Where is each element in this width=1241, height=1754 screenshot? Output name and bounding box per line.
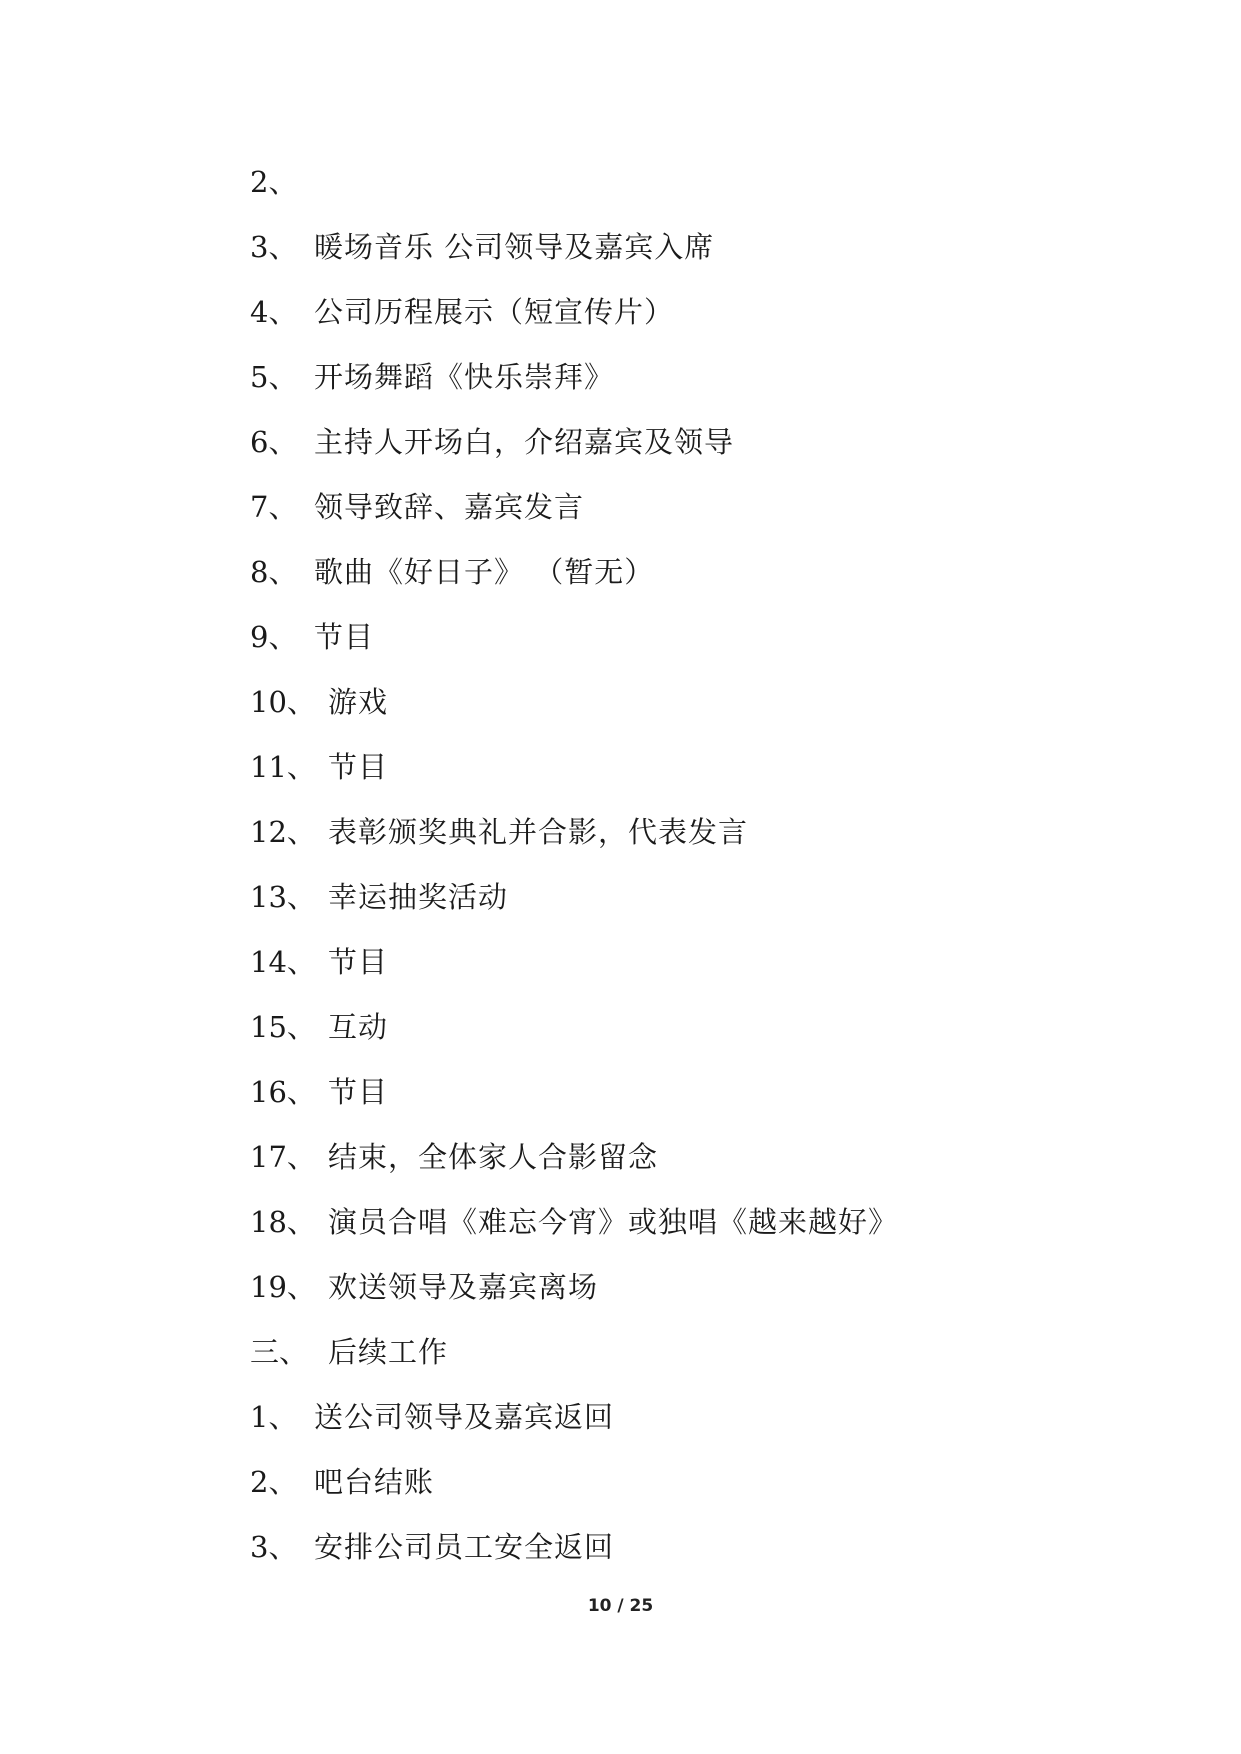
list-item <box>250 942 898 1007</box>
item-text: 节目 <box>328 750 389 784</box>
item-text: 主持人开场白，介绍嘉宾及领导 <box>314 425 735 459</box>
item-number: 13、 <box>250 880 316 914</box>
list-item <box>250 1397 898 1462</box>
item-number: 12、 <box>250 815 316 849</box>
list-item <box>250 227 898 292</box>
item-text: 表彰颁奖典礼并合影，代表发言 <box>328 815 749 849</box>
item-text: 吧台结账 <box>314 1465 435 1499</box>
item-number: 17、 <box>250 1140 316 1174</box>
item-text: 节目 <box>314 620 375 654</box>
list-item <box>250 1072 898 1137</box>
item-number: 19、 <box>250 1270 316 1304</box>
program-list <box>250 162 898 1592</box>
list-item <box>250 877 898 942</box>
item-text: 游戏 <box>328 685 389 719</box>
list-item <box>250 682 898 747</box>
item-number: 2、 <box>250 165 298 199</box>
list-item <box>250 357 898 422</box>
item-number: 18、 <box>250 1205 316 1239</box>
item-number: 4、 <box>250 295 298 329</box>
item-number: 9、 <box>250 620 298 654</box>
item-text: 送公司领导及嘉宾返回 <box>314 1400 615 1434</box>
list-item <box>250 1527 898 1592</box>
list-item <box>250 617 898 682</box>
section-number: 三、 <box>250 1335 309 1369</box>
item-text: 节目 <box>328 1075 389 1109</box>
item-text: 幸运抽奖活动 <box>328 880 509 914</box>
list-item <box>250 487 898 552</box>
item-number: 8、 <box>250 555 298 589</box>
section-heading <box>250 1332 898 1397</box>
item-text: 节目 <box>328 945 389 979</box>
item-text: 安排公司员工安全返回 <box>314 1530 615 1564</box>
item-number: 14、 <box>250 945 316 979</box>
list-item <box>250 552 898 617</box>
page-number: 10 / 25 <box>587 1596 654 1616</box>
item-text: 演员合唱《难忘今宵》或独唱《越来越好》 <box>328 1205 899 1239</box>
list-item <box>250 1202 898 1267</box>
item-text: 公司历程展示（短宣传片） <box>314 295 675 329</box>
list-item <box>250 812 898 877</box>
list-item <box>250 162 898 227</box>
item-text: 欢送领导及嘉宾离场 <box>328 1270 599 1304</box>
item-number: 1、 <box>250 1400 298 1434</box>
item-number: 2、 <box>250 1465 298 1499</box>
item-number: 11、 <box>250 750 316 784</box>
item-number: 16、 <box>250 1075 316 1109</box>
item-text: 领导致辞、嘉宾发言 <box>314 490 585 524</box>
item-number: 5、 <box>250 360 298 394</box>
list-item <box>250 747 898 812</box>
list-item <box>250 422 898 487</box>
list-item <box>250 1267 898 1332</box>
item-text: 暖场音乐 公司领导及嘉宾入席 <box>314 230 715 264</box>
item-number: 7、 <box>250 490 298 524</box>
item-text: 开场舞蹈《快乐崇拜》 <box>314 360 615 394</box>
item-number: 15、 <box>250 1010 316 1044</box>
section-title: 后续工作 <box>328 1335 449 1369</box>
item-number: 3、 <box>250 230 298 264</box>
list-item <box>250 292 898 357</box>
list-item <box>250 1007 898 1072</box>
item-text: 互动 <box>328 1010 389 1044</box>
item-number: 6、 <box>250 425 298 459</box>
list-item <box>250 1137 898 1202</box>
item-text: 歌曲《好日子》 （暂无） <box>314 555 655 589</box>
item-number: 3、 <box>250 1530 298 1564</box>
list-item <box>250 1462 898 1527</box>
item-text: 结束，全体家人合影留念 <box>328 1140 659 1174</box>
item-number: 10、 <box>250 685 316 719</box>
